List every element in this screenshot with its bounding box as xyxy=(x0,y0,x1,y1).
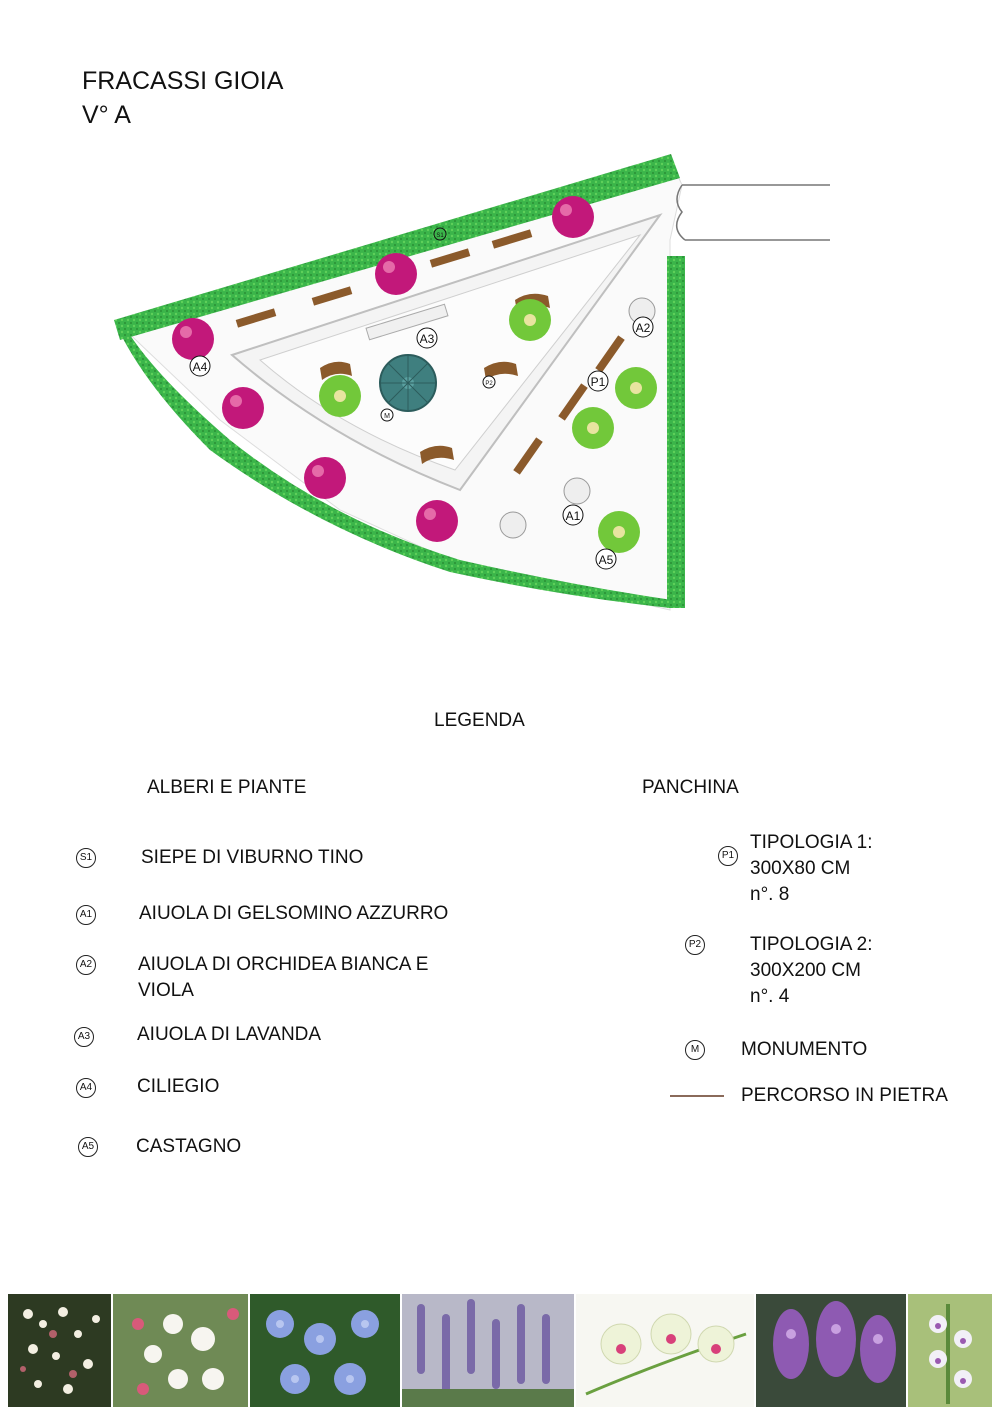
plan-label-a5: A5 xyxy=(598,553,614,567)
bench-type2-size: 300X200 CM xyxy=(750,960,861,981)
plant-photo-strip xyxy=(8,1294,992,1407)
legend-symbol-p1: P1 xyxy=(718,846,738,866)
legend-label-a2: AIUOLA DI ORCHIDEA BIANCA E xyxy=(138,954,429,975)
bench-type1-title: TIPOLOGIA 1: xyxy=(750,832,873,853)
legend-symbol-a5: A5 xyxy=(78,1137,98,1157)
plan-label-s1: S1 xyxy=(436,233,444,239)
plan-label-a3: A3 xyxy=(419,332,435,346)
legend-label-a2-cont: VIOLA xyxy=(138,980,194,1001)
viburnum-flowers-photo xyxy=(113,1294,248,1407)
garden-plan xyxy=(0,140,1000,620)
purple-orchid-photo xyxy=(756,1294,906,1407)
legend-title: LEGENDA xyxy=(434,710,525,731)
legend-label-a1: AIUOLA DI GELSOMINO AZZURRO xyxy=(139,903,449,924)
lavender-photo xyxy=(402,1294,574,1407)
legend-label-a5: CASTAGNO xyxy=(136,1136,242,1157)
monument xyxy=(380,355,436,411)
stone-path-swatch xyxy=(670,1095,724,1097)
legend-symbol-p2: P2 xyxy=(685,935,705,955)
legend-label-s1: SIEPE DI VIBURNO TINO xyxy=(141,847,364,868)
legend-symbol-a2: A2 xyxy=(76,955,96,975)
plan-label-a1: A1 xyxy=(565,509,581,523)
bench-heading: PANCHINA xyxy=(642,777,739,798)
legend-label-a3: AIUOLA DI LAVANDA xyxy=(137,1024,322,1045)
plan-label-p2: P2 xyxy=(485,381,493,387)
legend-label-a4: CILIEGIO xyxy=(137,1076,220,1097)
wild-orchid-photo xyxy=(908,1294,992,1407)
legend-symbol-a3: A3 xyxy=(74,1027,94,1047)
author-name: FRACASSI GIOIA xyxy=(82,67,284,95)
blue-jasmine-photo xyxy=(250,1294,400,1407)
legend-symbol-a1: A1 xyxy=(76,905,96,925)
plan-label-m: M xyxy=(384,413,390,420)
plants-heading: ALBERI E PIANTE xyxy=(147,777,307,798)
bench-type2-count: n°. 4 xyxy=(750,986,790,1007)
bench-type1-count: n°. 8 xyxy=(750,884,790,905)
plan-label-a4: A4 xyxy=(192,360,208,374)
legend-label-monument: MONUMENTO xyxy=(741,1039,868,1060)
legend-symbol-a4: A4 xyxy=(76,1078,96,1098)
plan-label-a2: A2 xyxy=(635,321,651,335)
legend-symbol-m: M xyxy=(685,1040,705,1060)
white-orchid-photo xyxy=(576,1294,754,1407)
bench-type2-title: TIPOLOGIA 2: xyxy=(750,934,873,955)
legend-symbol-s1: S1 xyxy=(76,848,96,868)
bench-type1-size: 300X80 CM xyxy=(750,858,851,879)
viburnum-photo xyxy=(8,1294,111,1407)
entrance-road xyxy=(677,185,830,240)
hedge-right xyxy=(667,256,685,608)
legend-label-stone-path: PERCORSO IN PIETRA xyxy=(741,1085,948,1106)
class-label: V° A xyxy=(82,101,131,129)
plan-label-p1: P1 xyxy=(590,375,606,389)
